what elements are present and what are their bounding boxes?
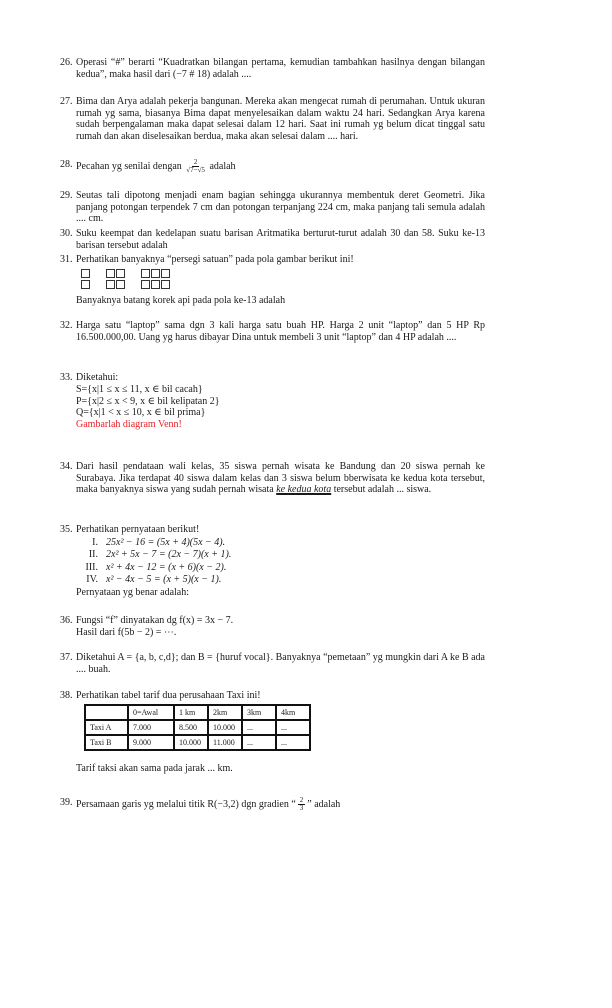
question-38 (60, 690, 485, 774)
question-number: 31. (60, 254, 73, 265)
question-number: 37. (60, 652, 73, 663)
question-text: Perhatikan banyaknya “persegi satuan” pada pola gambar berikut ini! (76, 254, 354, 265)
question-text: Perhatikan pernyataan berikut! (76, 524, 200, 535)
fraction (186, 159, 205, 174)
question-text: Suku keempat dan kedelapan suatu barisan Aritmatika berturut-turut adalah 30 dan 58. Suku ke-13 barisan tersebut adalah (76, 228, 485, 251)
question-text-end: adalah (209, 160, 236, 172)
question-28 (60, 159, 485, 174)
question-33 (60, 372, 485, 431)
taxi-tariff-table (84, 704, 311, 751)
question-text: Pecahan yg senilai dengan (76, 160, 182, 172)
fraction-denominator: √7−√5 (186, 166, 205, 174)
question-text: Operasi “#” berarti “Kuadratkan bilangan pertama, kemudian tambahkan hasilnya dengan bilangan kedua”, maka hasil dari (−7 # 18) adalah .... (76, 57, 485, 80)
set-p: P={x|2 ≤ x < 9, x ∈ bil kelipatan 2} (76, 395, 220, 407)
question-text: Diketahui: (76, 372, 119, 383)
question-31 (60, 254, 485, 306)
question-text: Diketahui A = {a, b, c,d}; dan B = {huruf vocal}. Banyaknya “pemetaan” yg mungkin dari A ke B ada .... buah. (76, 652, 485, 675)
question-number: 28. (60, 159, 73, 170)
question-text-end: tersebut adalah ... siswa. (333, 484, 432, 496)
question-followup: Banyaknya batang korek api pada pola ke-13 adalah (76, 294, 286, 306)
question-27 (60, 96, 485, 142)
question-number: 32. (60, 320, 73, 331)
question-text-end: ” adalah (307, 798, 341, 810)
question-text: Dari hasil pendataan wali kelas, 35 siswa pernah wisata ke Bandung dan 20 siswa pernah ke Surabaya. Jika terdapat 40 siswa dalam kelas dan 3 siswa belum bberwisata ke kedua kota tersebut, maka banyaknya siswa yang sudah pernah wisata (76, 461, 485, 496)
question-number: 38. (60, 690, 73, 701)
statement: IV. x² − 4x − 5 = (x + 5)(x − 1). (86, 574, 222, 586)
question-34 (60, 461, 485, 496)
question-number: 34. (60, 461, 73, 472)
statement: II. 2x² + 5x − 7 = (2x − 7)(x + 1). (88, 549, 232, 561)
question-29 (60, 190, 485, 225)
question-text: Perhatikan tabel tarif dua perusahaan Taxi ini! (76, 690, 261, 701)
fraction-numerator: 2 (193, 158, 198, 166)
square-pattern (81, 269, 485, 291)
question-32 (60, 320, 485, 343)
fraction (298, 797, 306, 812)
question-36 (60, 615, 485, 640)
question-followup: Tarif taksi akan sama pada jarak ... km. (76, 762, 233, 774)
question-number: 27. (60, 96, 73, 107)
fraction-numerator: 2 (299, 796, 304, 804)
question-text: Seutas tali dipotong menjadi enam bagian sehingga ukurannya membentuk deret Geometri. Jika panjang potongan terpendek 7 cm dan potongan terpanjang 224 cm, maka panjang tali semula adalah .... cm. (76, 190, 485, 225)
statement: III. x² + 4x − 12 = (x + 6)(x − 2). (85, 561, 227, 573)
question-number: 36. (60, 615, 73, 626)
set-s: S={x|1 ≤ x ≤ 11, x ∈ bil cacah} (76, 383, 203, 395)
question-number: 30. (60, 228, 73, 239)
table-row: Taxi A 7.000 8.500 10.000 ... ... (85, 720, 310, 735)
instruction: Gambarlah diagram Venn! (76, 419, 182, 431)
question-text-2: Hasil dari f(5b − 2) = ⋯. (76, 627, 177, 639)
question-39 (60, 797, 485, 812)
question-number: 29. (60, 190, 73, 201)
question-37 (60, 652, 485, 675)
underlined-text: ke kedua kota (276, 484, 332, 496)
question-number: 26. (60, 57, 73, 68)
table-row: Taxi B 9.000 10.000 11.000 ... ... (85, 735, 310, 750)
table-header-row: 0=Awal 1 km 2km 3km 4km (85, 705, 310, 720)
question-text: Fungsi “f” dinyatakan dg f(x) = 3x − 7. (76, 615, 234, 626)
question-text: Harga satu “laptop” sama dgn 3 kali harga satu buah HP. Harga 2 unit “laptop” dan 5 HP Rp 16.500.000,00. Uang yg harus dibayar Dina untuk membeli 3 unit “laptop” dan 4 HP adalah .... (76, 320, 485, 343)
question-30 (60, 228, 485, 251)
question-followup: Pernyataan yg benar adalah: (76, 586, 190, 598)
question-number: 35. (60, 524, 73, 535)
fraction-denominator: 3 (299, 804, 304, 812)
question-26 (60, 57, 485, 80)
question-35 (60, 524, 485, 600)
question-number: 33. (60, 372, 73, 383)
question-text: Bima dan Arya adalah pekerja bangunan. Mereka akan mengecat rumah di perumahan. Untuk ukuran rumah yg sama, biasanya Bima dapat menyelesaikan dalam waktu 24 hari. Sedangkan Arya karena sudah berpengalaman maka dapat selesai dalam 12 hari. Saat ini rumah yg belum dicat tinggal satu rumah dan akan diselesaikan berdua, maka akan selesai dalam .... hari. (76, 96, 485, 142)
question-number: 39. (60, 797, 73, 808)
statement: I. 25x² − 16 = (5x + 4)(5x − 4). (92, 536, 226, 548)
question-text: Persamaan garis yg melalui titik R(−3,2) dgn gradien “ (76, 798, 296, 810)
set-q: Q={x|1 < x ≤ 10, x ∈ bil prima} (76, 407, 206, 419)
